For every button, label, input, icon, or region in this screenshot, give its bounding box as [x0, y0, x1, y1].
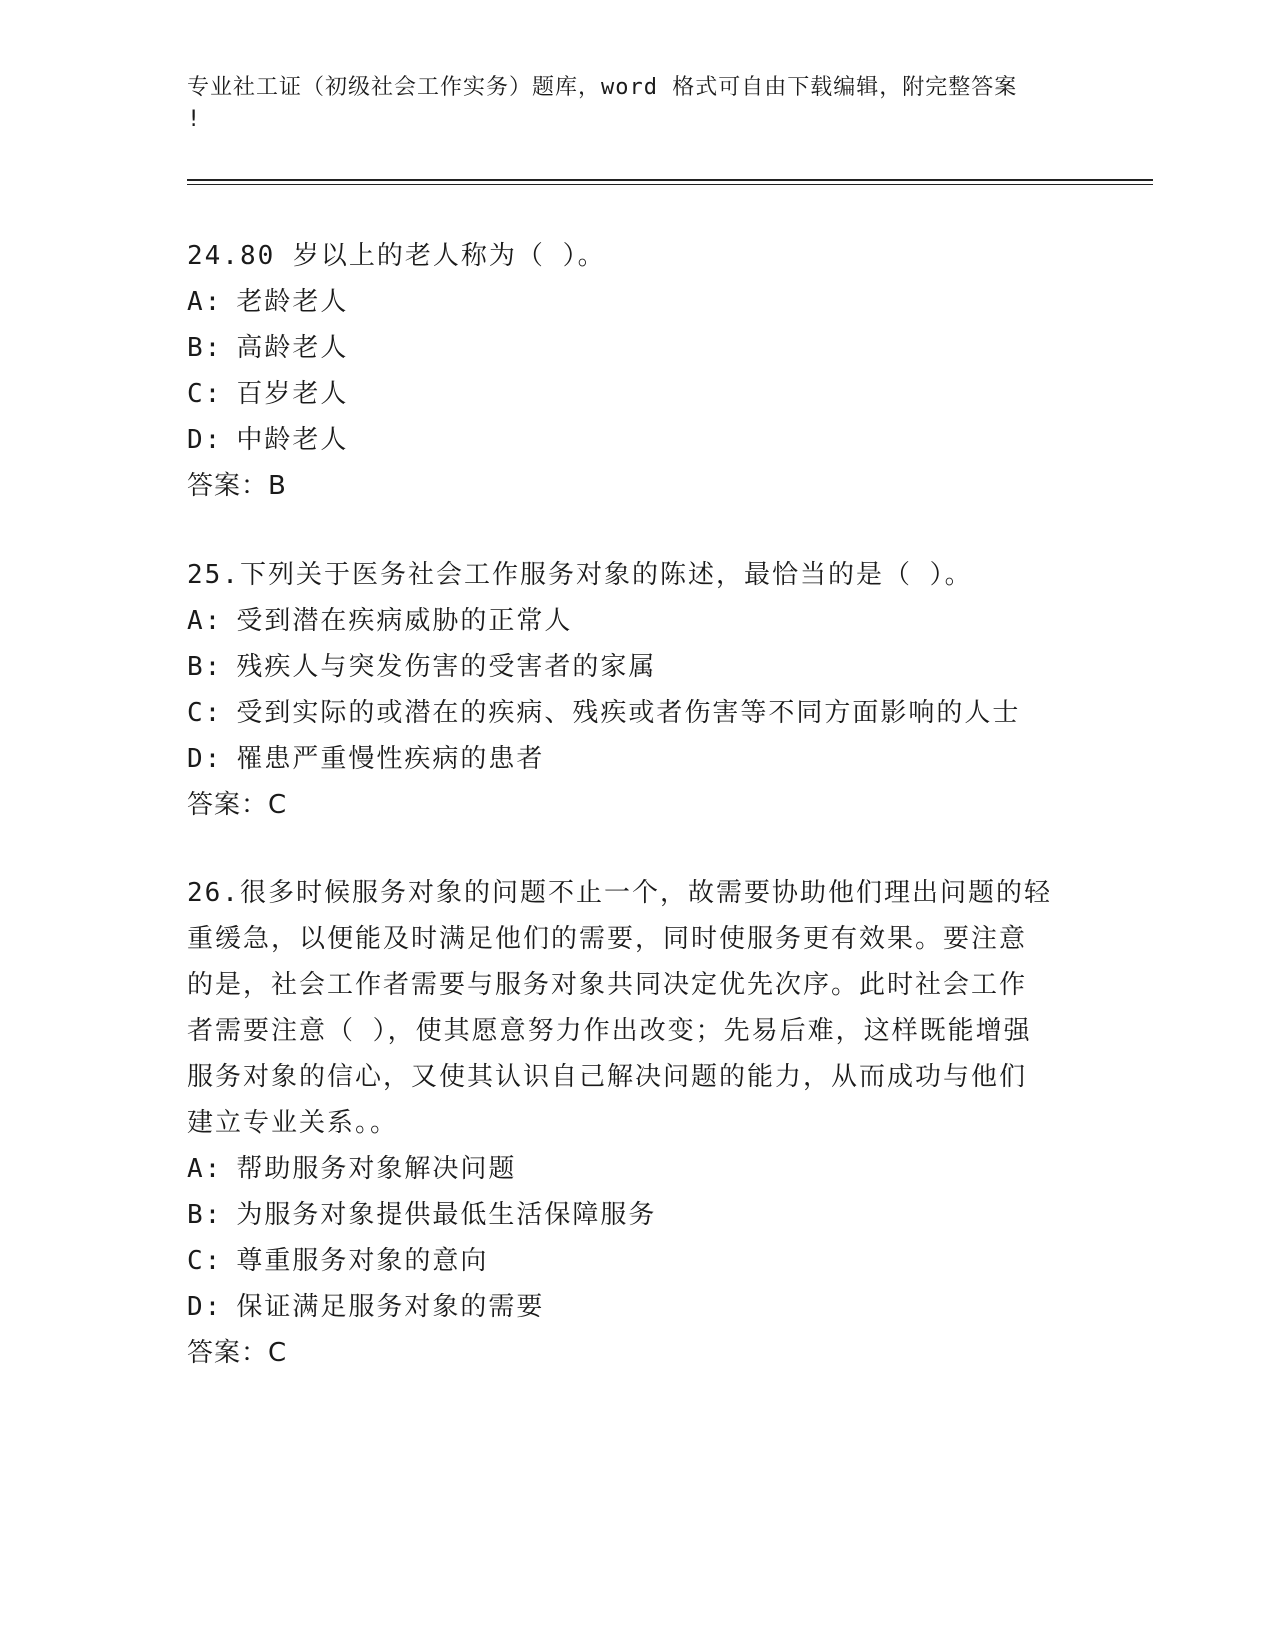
option-key: C:	[187, 698, 223, 728]
header-divider-top	[187, 179, 1153, 181]
option-c	[187, 690, 1087, 736]
document-header	[187, 72, 1067, 136]
answer-value: C	[268, 1338, 288, 1368]
option-text: 罹患严重慢性疾病的患者	[236, 744, 545, 774]
answer-value: B	[268, 471, 287, 501]
option-key: C:	[187, 379, 223, 409]
question-stem-line: 26.很多时候服务对象的问题不止一个，故需要协助他们理出问题的轻	[187, 878, 1052, 908]
option-b	[187, 644, 1087, 690]
header-title: 专业社工证（初级社会工作实务）题库，word 格式可自由下载编辑，附完整答案	[187, 75, 1018, 100]
option-b	[187, 1192, 1087, 1238]
question-stem: 25.下列关于医务社会工作服务对象的陈述，最恰当的是（ ）。	[187, 560, 973, 590]
question-24	[187, 233, 1087, 509]
question-stem-line: 的是，社会工作者需要与服务对象共同决定优先次序。此时社会工作	[187, 970, 1028, 1000]
option-text: 尊重服务对象的意向	[236, 1246, 489, 1276]
option-c	[187, 371, 1087, 417]
option-key: A:	[187, 287, 223, 317]
question-stem-line: 建立专业关系。。	[187, 1108, 399, 1138]
option-text: 帮助服务对象解决问题	[236, 1154, 517, 1184]
option-text: 中龄老人	[236, 425, 349, 455]
option-key: B:	[187, 333, 223, 363]
option-d	[187, 736, 1087, 782]
option-a	[187, 1146, 1087, 1192]
option-text: 受到潜在疾病威胁的正常人	[236, 606, 573, 636]
question-stem-line: 重缓急，以便能及时满足他们的需要，同时使服务更有效果。要注意	[187, 924, 1028, 954]
header-title-tail: !	[187, 107, 202, 132]
option-d	[187, 417, 1087, 463]
option-d	[187, 1284, 1087, 1330]
option-key: B:	[187, 1200, 223, 1230]
option-key: B:	[187, 652, 223, 682]
question-stem: 24.80 岁以上的老人称为（ ）。	[187, 241, 606, 271]
option-text: 高龄老人	[236, 333, 349, 363]
option-key: A:	[187, 1154, 223, 1184]
question-25	[187, 552, 1087, 828]
answer-label: 答案：	[187, 1338, 269, 1368]
answer-line	[187, 463, 1087, 509]
option-text: 百岁老人	[236, 379, 349, 409]
answer-line	[187, 1330, 1087, 1376]
question-stem-line: 者需要注意（ ），使其愿意努力作出改变；先易后难，这样既能增强	[187, 1016, 1032, 1046]
option-text: 为服务对象提供最低生活保障服务	[236, 1200, 657, 1230]
option-key: A:	[187, 606, 223, 636]
option-a	[187, 279, 1087, 325]
option-c	[187, 1238, 1087, 1284]
option-text: 受到实际的或潜在的疾病、残疾或者伤害等不同方面影响的人士	[236, 698, 1021, 728]
answer-value: C	[268, 790, 288, 820]
answer-line	[187, 782, 1087, 828]
answer-label: 答案：	[187, 790, 269, 820]
option-key: D:	[187, 425, 223, 455]
header-divider-bottom	[187, 184, 1153, 185]
answer-label: 答案：	[187, 471, 269, 501]
option-key: D:	[187, 744, 223, 774]
option-key: C:	[187, 1246, 223, 1276]
option-a	[187, 598, 1087, 644]
question-stem-line: 服务对象的信心，又使其认识自己解决问题的能力，从而成功与他们	[187, 1062, 1028, 1092]
option-text: 残疾人与突发伤害的受害者的家属	[236, 652, 657, 682]
option-text: 保证满足服务对象的需要	[236, 1292, 545, 1322]
option-text: 老龄老人	[236, 287, 349, 317]
option-b	[187, 325, 1087, 371]
option-key: D:	[187, 1292, 223, 1322]
question-26	[187, 870, 1087, 1376]
